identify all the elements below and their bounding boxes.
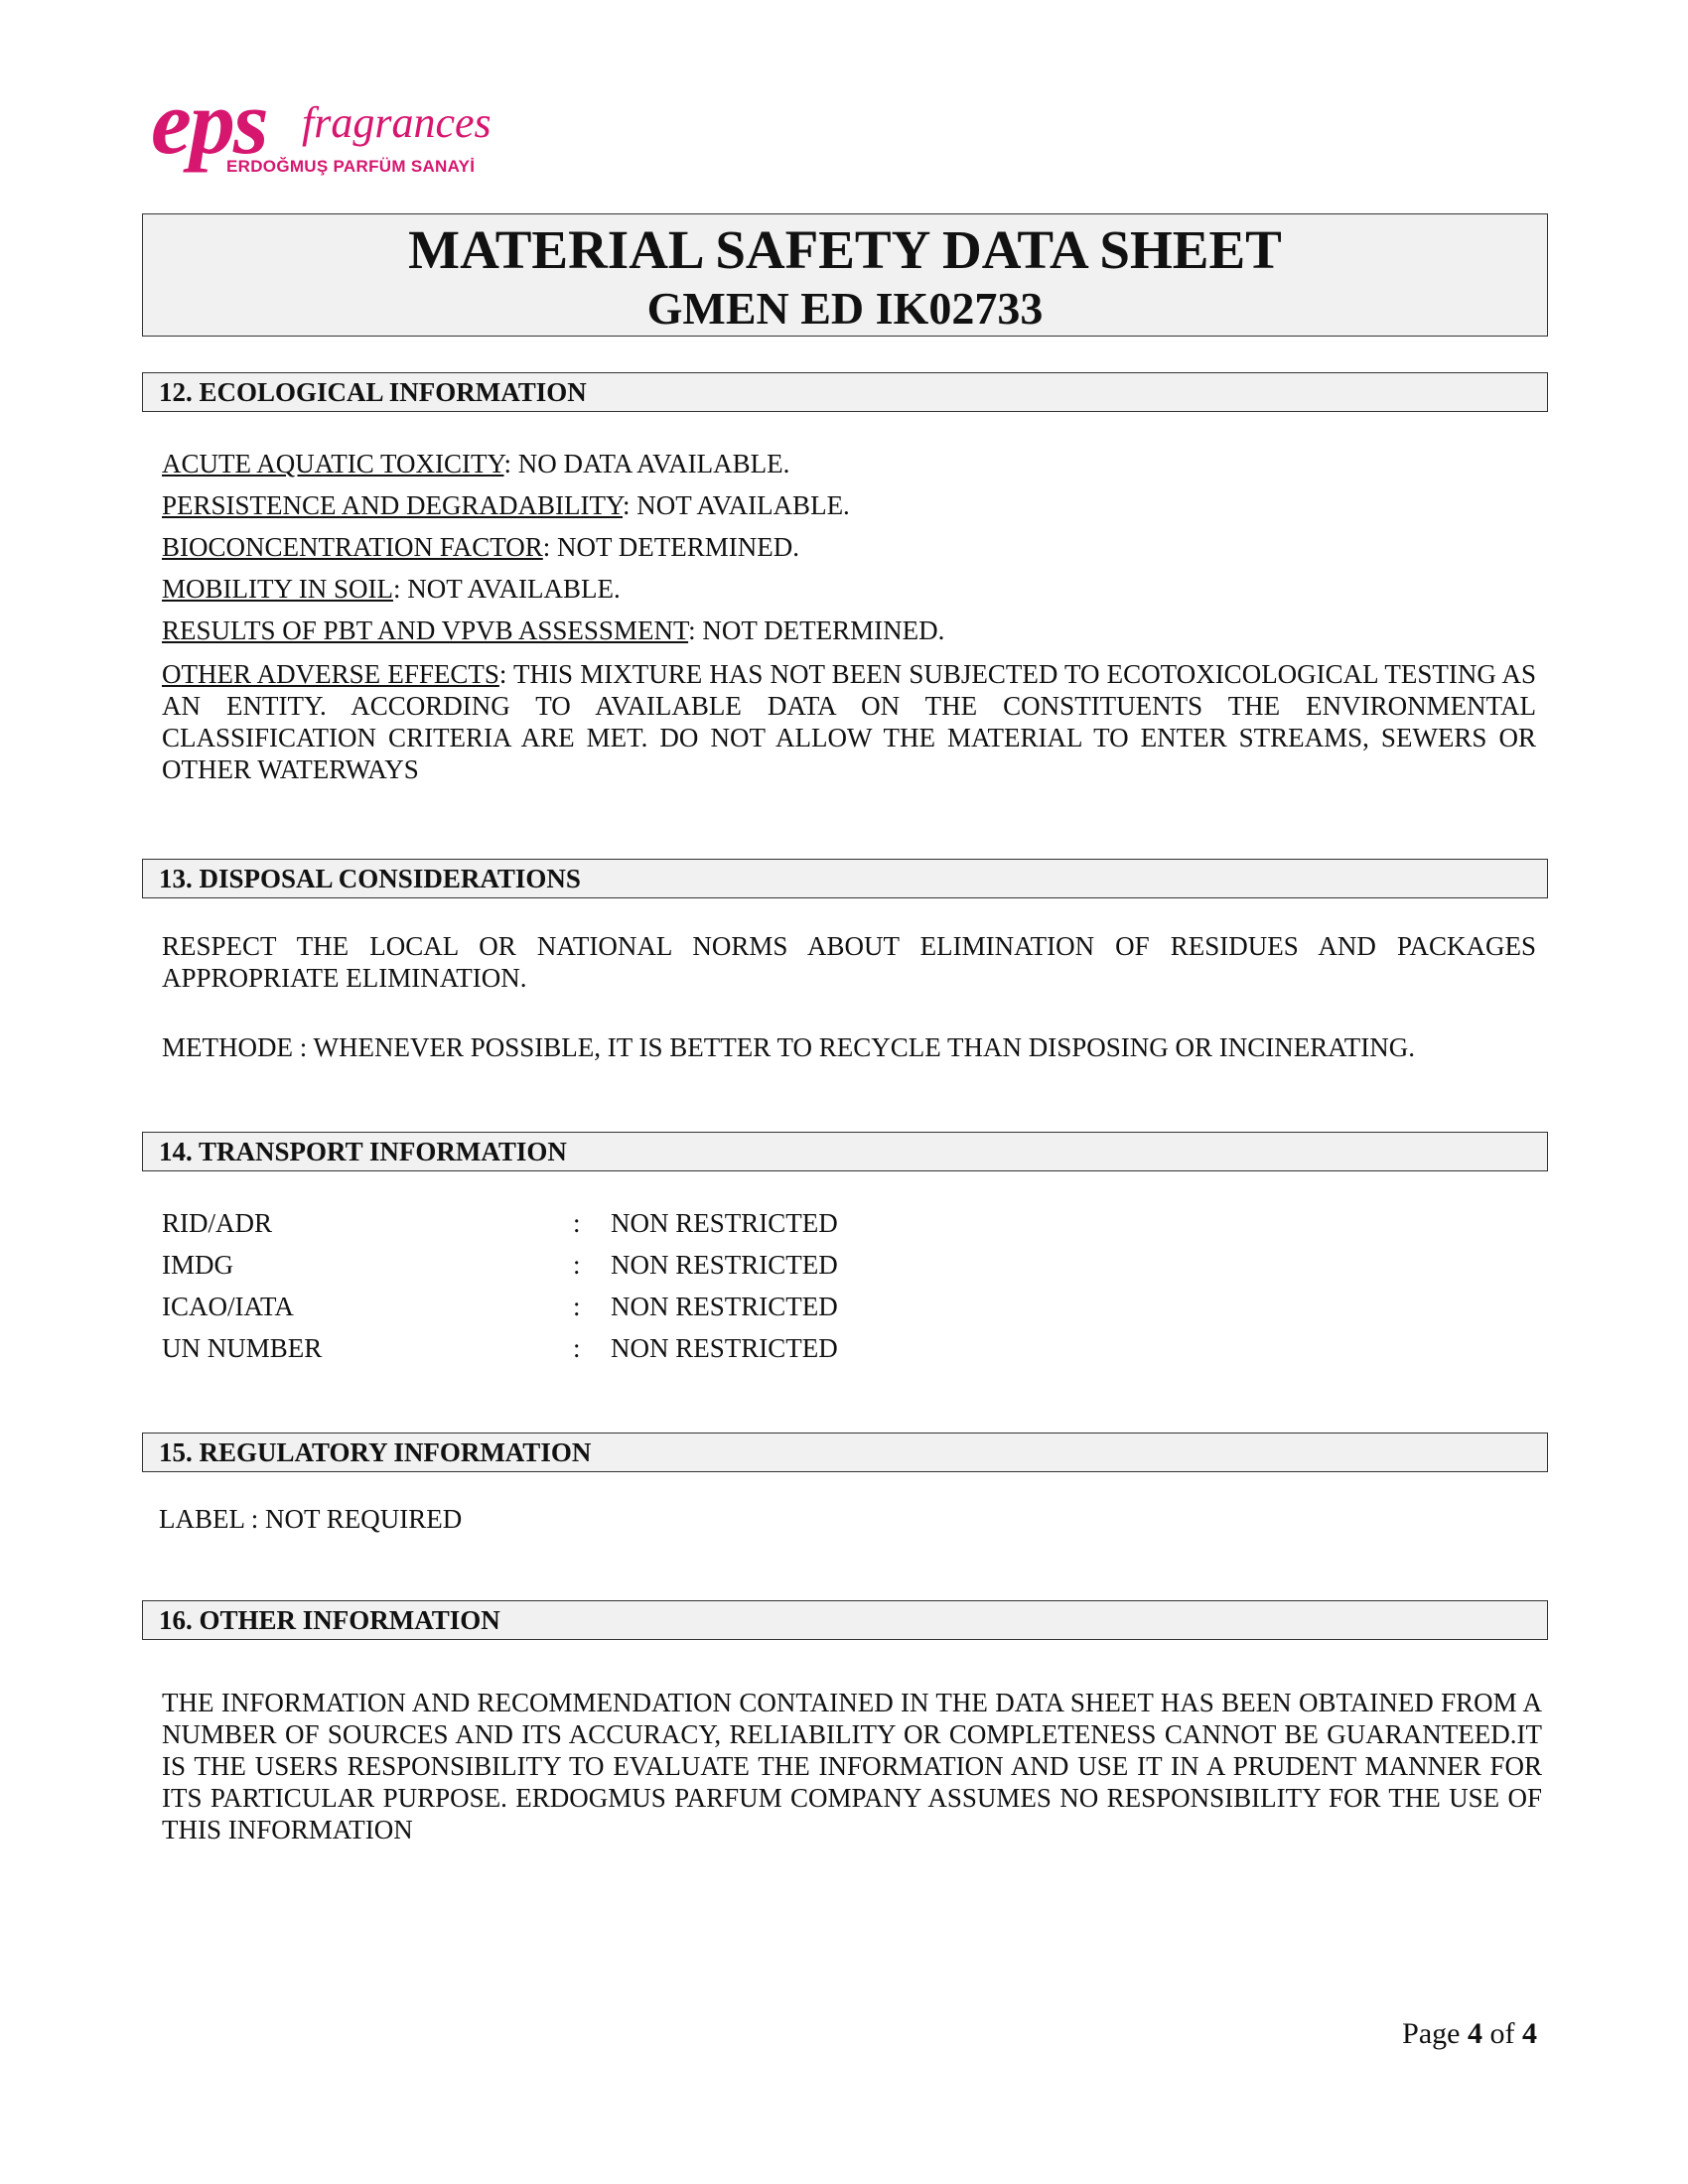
logo-company-name: ERDOĞMUŞ PARFÜM SANAYİ (226, 157, 476, 176)
transport-separator: : (573, 1208, 581, 1238)
eco-value: : NOT DETERMINED. (542, 532, 800, 562)
eco-item-persistence (162, 489, 1536, 521)
eco-label: PERSISTENCE AND DEGRADABILITY (162, 490, 624, 520)
total-pages: 4 (1522, 2017, 1537, 2050)
document-title: MATERIAL SAFETY DATA SHEET (408, 219, 1282, 280)
transport-value: NON RESTRICTED (611, 1333, 838, 1363)
page-number (1402, 2017, 1537, 2051)
transport-value: NON RESTRICTED (611, 1208, 838, 1238)
transport-key: RID/ADR (162, 1208, 273, 1238)
eco-value: : NOT AVAILABLE. (623, 490, 850, 520)
transport-separator: : (573, 1250, 581, 1280)
section-16-heading: 16. OTHER INFORMATION (142, 1600, 1548, 1640)
logo-brand: eps (151, 71, 267, 173)
eco-label: MOBILITY IN SOIL (162, 574, 393, 604)
transport-key: IMDG (162, 1250, 233, 1280)
label-requirement: LABEL : NOT REQUIRED (159, 1504, 463, 1534)
company-logo (151, 71, 508, 181)
eco-value: : NOT AVAILABLE. (392, 574, 621, 604)
eco-item-bioconcentration (162, 531, 1536, 563)
eco-item-mobility (162, 573, 1536, 605)
transport-separator: : (573, 1333, 581, 1363)
transport-value: NON RESTRICTED (611, 1250, 838, 1280)
eco-label: OTHER ADVERSE EFFECTS (162, 659, 499, 689)
section-12-heading: 12. ECOLOGICAL INFORMATION (142, 372, 1548, 412)
transport-key: ICAO/IATA (162, 1292, 294, 1321)
logo-word: fragrances (302, 98, 492, 147)
eco-label: BIOCONCENTRATION FACTOR (162, 532, 543, 562)
section-13-heading: 13. DISPOSAL CONSIDERATIONS (142, 859, 1548, 898)
eco-item-acute-toxicity (162, 448, 1536, 479)
transport-key: UN NUMBER (162, 1333, 323, 1363)
section-15-heading: 15. REGULATORY INFORMATION (142, 1433, 1548, 1472)
eco-value: : NOT DETERMINED. (688, 615, 945, 645)
product-code: GMEN ED IK02733 (646, 283, 1044, 334)
page-word: Page (1402, 2017, 1461, 2050)
eco-item-other-effects (162, 658, 1536, 785)
disposal-paragraph: RESPECT THE LOCAL OR NATIONAL NORMS ABOUT ELIMINATION OF RESIDUES AND PACKAGES APPROPRIATE ELIMINATION. (162, 931, 1536, 993)
eco-label: RESULTS OF PBT AND VPVB ASSESSMENT (162, 615, 689, 645)
transport-value: NON RESTRICTED (611, 1292, 838, 1321)
disclaimer-paragraph: THE INFORMATION AND RECOMMENDATION CONTAINED IN THE DATA SHEET HAS BEEN OBTAINED FROM A NUMBER OF SOURCES AND ITS ACCURACY, RELIABILITY OR COMPLETENESS CANNOT BE GUARANTEED.IT IS THE USERS RESPONSIBILITY TO EVALUATE THE INFORMATION AND USE IT IN A PRUDENT MANNER FOR ITS PARTICULAR PURPOSE. ERDOGMUS PARFUM COMPANY ASSUMES NO RESPONSIBILITY FOR THE USE OF THIS INFORMATION (162, 1688, 1542, 1844)
eco-item-pbt (162, 614, 1536, 646)
eco-label: ACUTE AQUATIC TOXICITY (162, 449, 504, 478)
title-box (142, 213, 1548, 337)
current-page: 4 (1468, 2017, 1482, 2050)
eco-value: : NO DATA AVAILABLE. (503, 449, 790, 478)
transport-separator: : (573, 1292, 581, 1321)
eco-value: : THIS MIXTURE HAS NOT BEEN SUBJECTED TO ECOTOXICOLOGICAL TESTING AS AN ENTITY. ACCORDING TO AVAILABLE DATA ON THE CONSTITUENTS THE ENVIRONMENTAL CLASSIFICATION CRITERIA ARE MET. DO NOT ALLOW THE MATERIAL TO ENTER STREAMS, SEWERS OR OTHER WATERWAYS (162, 659, 1537, 784)
section-14-heading: 14. TRANSPORT INFORMATION (142, 1132, 1548, 1171)
of-word: of (1489, 2017, 1515, 2050)
disposal-method: METHODE : WHENEVER POSSIBLE, IT IS BETTER TO RECYCLE THAN DISPOSING OR INCINERATING. (162, 1032, 1416, 1062)
